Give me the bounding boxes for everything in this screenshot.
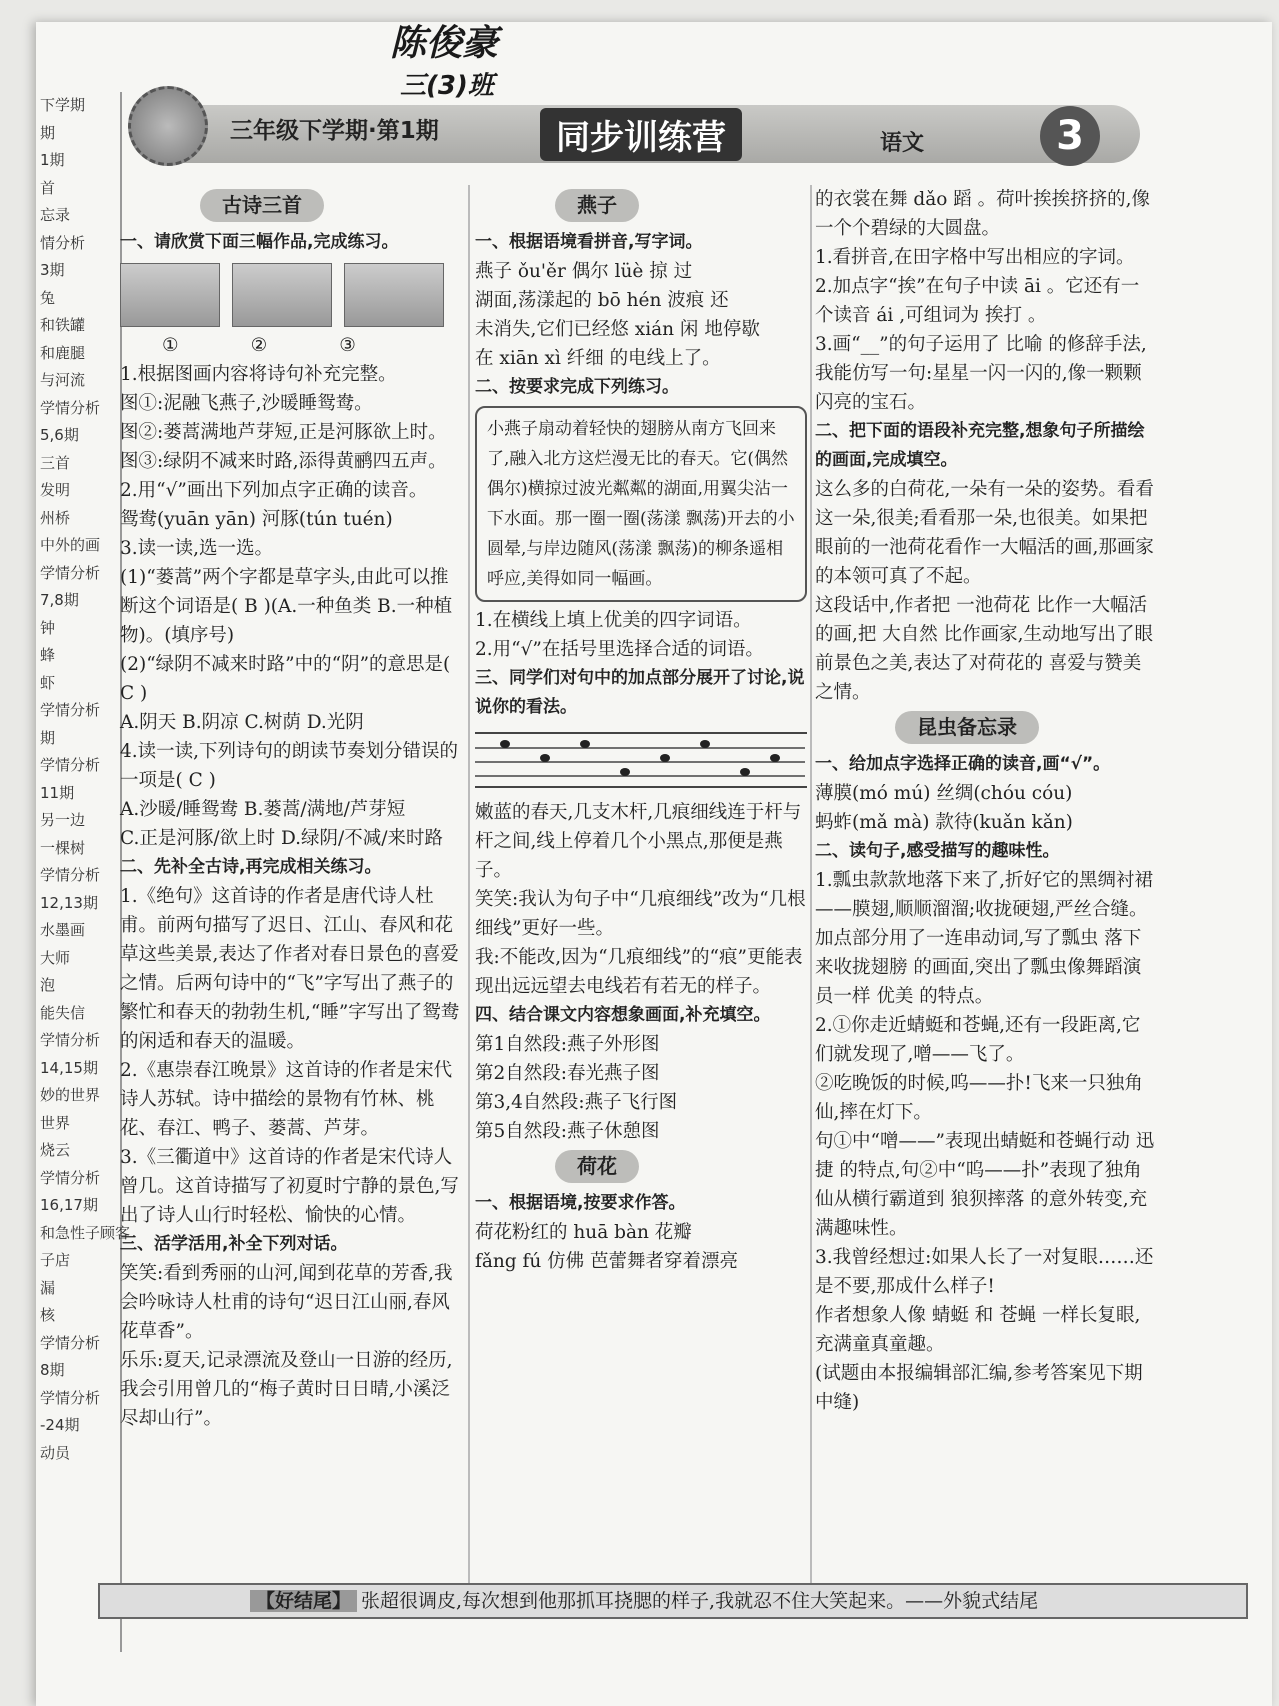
illustration-willow bbox=[344, 263, 444, 327]
text-line: 学情分析 bbox=[40, 756, 101, 774]
text-line: 图①:泥融飞燕子,沙暖睡鸳鸯。 bbox=[120, 393, 373, 414]
text-line: 3.我曾经想过:如果人长了一对复眼……还是不要,那成什么样子! bbox=[815, 1247, 1154, 1297]
text-line: 一棵树 bbox=[40, 838, 86, 857]
text-line: 中外的画 bbox=[40, 536, 101, 554]
text-line: 14,15期 bbox=[40, 1058, 98, 1077]
text-line: 第5自然段:燕子休憩图 bbox=[475, 1121, 660, 1142]
text-line: 加点部分用了一连串动词,写了瓢虫 落下来收拢翅膀 的画面,突出了瓢虫像舞蹈演员一样 优美 的特点。 bbox=[815, 928, 1142, 1007]
text-line: 5,6期 bbox=[40, 426, 79, 444]
text-line: 漏 bbox=[40, 1278, 56, 1297]
text-line: fǎng fú 仿佛 芭蕾舞者穿着漂亮 bbox=[475, 1251, 739, 1272]
text-line: 1.根据图画内容将诗句补充完整。 bbox=[120, 364, 397, 385]
text-line: 图②:蒌蒿满地芦芽短,正是河豚欲上时。 bbox=[120, 422, 447, 443]
question-lines bbox=[120, 360, 465, 853]
text-line: 燕子 ǒu'ěr 偶尔 lüè 掠 过 bbox=[475, 261, 693, 282]
column-ancient-poems bbox=[120, 185, 465, 1433]
text-line: 这段话中,作者把 一池荷花 比作一大幅活的画,把 大自然 比作画家,生动地写出了眼前景色之美,表达了对荷花的 喜爱与赞美 之情。 bbox=[815, 595, 1154, 703]
class-name: 三(3)班 bbox=[400, 71, 494, 101]
text-line: 学情分析 bbox=[40, 563, 101, 582]
question-lines bbox=[475, 257, 807, 373]
question-lines bbox=[475, 798, 807, 1001]
sun-mascot-icon bbox=[128, 86, 208, 166]
illustration-ducks bbox=[120, 263, 220, 327]
question-lines bbox=[475, 606, 807, 664]
text-line: 第3,4自然段:燕子飞行图 bbox=[475, 1092, 678, 1113]
text-line: 泡 bbox=[40, 976, 56, 994]
text-line: 笑笑:看到秀丽的山河,闻到花草的芳香,我会吟咏诗人杜甫的诗句“迟日江山丽,春风花草香”。 bbox=[120, 1263, 453, 1342]
question-lines bbox=[475, 1030, 807, 1146]
text-line: 乐乐:夏天,记录漂流及登山一日游的经历,我会引用曾几的“梅子黄时日日晴,小溪泛尽却山行”。 bbox=[120, 1350, 453, 1429]
label: ② bbox=[250, 335, 268, 356]
text-line: A.沙暖/睡鸳鸯 B.蒌蒿/满地/芦芽短 bbox=[120, 799, 406, 820]
text-line: 3.读一读,选一选。 bbox=[120, 538, 274, 559]
section-title: 古诗三首 bbox=[200, 189, 324, 222]
section-title: 燕子 bbox=[555, 189, 639, 222]
swallow-dot bbox=[660, 754, 670, 762]
student-name: 陈俊豪 bbox=[390, 23, 499, 64]
text-line: 12,13期 bbox=[40, 893, 98, 912]
text-line: 1.《绝句》这首诗的作者是唐代诗人杜甫。前两句描写了迟日、江山、春风和花草这些美景,表达了作者对春日景色的喜爱之情。后两句诗中的“飞”字写出了燕子的繁忙和春天的勃勃生机,“睡”字写出了鸳鸯的闲适和春天的温暖。 bbox=[120, 886, 460, 1052]
text-line: 下学期 bbox=[40, 96, 86, 114]
text-line: 未消失,它们已经悠 xián 闲 地停歇 bbox=[475, 319, 760, 340]
column-lotus-insects bbox=[815, 185, 1155, 1417]
text-line: 第2自然段:春光燕子图 bbox=[475, 1063, 660, 1084]
question-heading: 二、读句子,感受描写的趣味性。 bbox=[815, 841, 1060, 861]
text-line: 另一边 bbox=[40, 811, 86, 829]
text-line: 1.看拼音,在田字格中写出相应的字词。 bbox=[815, 247, 1135, 268]
question-lines bbox=[815, 779, 1155, 837]
poem-illustrations bbox=[120, 263, 465, 327]
illustration-river bbox=[232, 263, 332, 327]
swallow-dot bbox=[500, 740, 510, 748]
swallow-dot bbox=[580, 740, 590, 748]
question-heading: 三、活学活用,补全下列对话。 bbox=[120, 1234, 348, 1254]
section-title: 荷花 bbox=[555, 1150, 639, 1183]
question-heading: 二、把下面的语段补充完整,想象句子所描绘的画面,完成填空。 bbox=[815, 421, 1145, 470]
text-line: 三首 bbox=[40, 453, 71, 472]
text-line: 鸳鸯(yuān yān) 河豚(tún tuén) bbox=[120, 509, 393, 530]
text-line: 学情分析 bbox=[40, 701, 101, 719]
text-line: 和铁罐 bbox=[40, 316, 86, 334]
text-line: 和鹿腿 bbox=[40, 343, 86, 362]
column-divider bbox=[468, 185, 470, 1585]
text-line: 期 bbox=[40, 728, 56, 747]
reading-passage: 小燕子扇动着轻快的翅膀从南方飞回来了,融入北方这烂漫无比的春天。它(偶然 偶尔)横掠过波光粼粼的湖面,用翼尖沾一下水面。那一圈一圈(荡漾 飘荡)开去的小圆晕,与岸边随风(荡漾 飘荡)的柳条遥相呼应,美得如同一幅画。 bbox=[475, 406, 807, 602]
text-line: 忘录 bbox=[40, 206, 71, 224]
question-heading: 三、同学们对句中的加点部分展开了讨论,说说你的看法。 bbox=[475, 668, 805, 717]
text-line: 学情分析 bbox=[40, 1031, 101, 1049]
text-line: (2)“绿阴不减来时路”中的“阴”的意思是( C ) bbox=[120, 654, 451, 704]
text-line: 图③:绿阴不减来时路,添得黄鹂四五声。 bbox=[120, 451, 447, 472]
swallow-dot bbox=[740, 768, 750, 776]
text-line: A.阴天 B.阴凉 C.树荫 D.光阴 bbox=[120, 712, 364, 733]
text-line: 这么多的白荷花,一朵有一朵的姿势。看看这一朵,很美;看看那一朵,也很美。如果把眼前的一池荷花看作一大幅活的画,那画家的本领可真了不起。 bbox=[815, 479, 1154, 587]
text-line: 作者想象人像 蜻蜓 和 苍蝇 一样长复眼,充满童真童趣。 bbox=[815, 1305, 1141, 1355]
text-line: 3期 bbox=[40, 261, 65, 279]
page-number-badge: 3 bbox=[1040, 106, 1100, 166]
swallow-dot bbox=[770, 754, 780, 762]
text-line: (1)“蒌蒿”两个字都是草字头,由此可以推断这个词语是( B )(A.一种鱼类 B.一种植物)。(填序号) bbox=[120, 567, 453, 646]
text-line: 薄膜(mó mú) 丝绸(chóu cóu) bbox=[815, 783, 1073, 804]
text-line: 16,17期 bbox=[40, 1196, 98, 1214]
text-line: 期 bbox=[40, 123, 56, 142]
text-line: C.正是河豚/欲上时 D.绿阴/不减/来时路 bbox=[120, 828, 444, 849]
question-lines bbox=[120, 1259, 465, 1433]
question-lines bbox=[475, 1218, 807, 1276]
swallow-dot bbox=[700, 740, 710, 748]
text-line: 子店 bbox=[40, 1251, 71, 1269]
text-line: 11期 bbox=[40, 783, 75, 802]
swallow-dot bbox=[540, 754, 550, 762]
text-line: 动员 bbox=[40, 1443, 71, 1462]
subject-label: 语文 bbox=[880, 131, 925, 156]
column-divider bbox=[810, 185, 812, 1585]
question-lines bbox=[815, 475, 1155, 707]
text-line: 学情分析 bbox=[40, 398, 101, 417]
text-line: 的衣裳在舞 dǎo 蹈 。荷叶挨挨挤挤的,像一个个碧绿的大圆盘。 bbox=[815, 189, 1151, 239]
footer-tag: 【好结尾】 bbox=[250, 1590, 357, 1612]
text-line: ②吃晚饭的时候,呜——扑!飞来一只独角仙,摔在灯下。 bbox=[815, 1073, 1143, 1123]
issue-title: 三年级下学期·第1期 bbox=[230, 118, 439, 144]
text-line: 能失信 bbox=[40, 1003, 86, 1022]
text-line: 情分析 bbox=[40, 233, 86, 252]
text-line: 学情分析 bbox=[40, 1168, 101, 1187]
text-line: 学情分析 bbox=[40, 1388, 101, 1407]
swallows-on-wires-illustration bbox=[475, 732, 807, 788]
text-line: 州桥 bbox=[40, 508, 71, 527]
label: ① bbox=[162, 335, 179, 356]
text-line: -24期 bbox=[40, 1416, 80, 1434]
text-line: 2.《惠崇春江晚景》这首诗的作者是宋代诗人苏轼。诗中描绘的景物有竹林、桃花、春江、鸭子、蒌蒿、芦芽。 bbox=[120, 1060, 453, 1139]
question-heading: 一、根据语境看拼音,写字词。 bbox=[475, 232, 703, 252]
label: ③ bbox=[339, 335, 356, 356]
text-line: 4.读一读,下列诗句的朗读节奏划分错误的一项是( C ) bbox=[120, 741, 459, 791]
text-line: 第1自然段:燕子外形图 bbox=[475, 1034, 660, 1055]
text-line: 烧云 bbox=[40, 1141, 71, 1159]
text-line: 1.瓢虫款款地落下来了,折好它的黑绸衬裙——膜翅,顺顺溜溜;收拢硬翅,严丝合缝。 bbox=[815, 870, 1154, 920]
text-line: 和急性子顾客 bbox=[40, 1223, 131, 1242]
text-line: 世界 bbox=[40, 1113, 71, 1132]
text-line: 兔 bbox=[40, 288, 56, 307]
text-line: 发明 bbox=[40, 481, 71, 499]
text-line: 2.①你走近蜻蜓和苍蝇,还有一段距离,它们就发现了,噌——飞了。 bbox=[815, 1015, 1141, 1065]
text-line: 8期 bbox=[40, 1361, 65, 1379]
text-line: 3.画“__”的句子运用了 比喻 的修辞手法,我能仿写一句:星星一闪一闪的,像一颗颗闪亮的宝石。 bbox=[815, 334, 1147, 413]
section-title: 昆虫备忘录 bbox=[895, 711, 1039, 744]
text-line: 核 bbox=[40, 1306, 56, 1324]
text-line: 水墨画 bbox=[40, 921, 86, 939]
text-line: 笑笑:我认为句子中“几痕细线”改为“几根细线”更好一些。 bbox=[475, 889, 806, 939]
text-line: (试题由本报编辑部汇编,参考答案见下期中缝) bbox=[815, 1363, 1143, 1413]
text-line: 7,8期 bbox=[40, 591, 79, 609]
text-line: 2.用“√”在括号里选择合适的词语。 bbox=[475, 639, 764, 660]
text-line: 1期 bbox=[40, 151, 65, 169]
question-lines bbox=[815, 185, 1155, 417]
text-line: 蜂 bbox=[40, 646, 56, 664]
column-swallow bbox=[475, 185, 807, 1276]
previous-page-strip bbox=[36, 92, 131, 1652]
question-lines bbox=[815, 866, 1155, 1417]
text-line: 妙的世界 bbox=[40, 1086, 101, 1104]
text-line: 学情分析 bbox=[40, 1333, 101, 1352]
question-heading: 一、根据语境,按要求作答。 bbox=[475, 1193, 686, 1213]
text-line: 与河流 bbox=[40, 371, 86, 389]
text-line: 3.《三衢道中》这首诗的作者是宋代诗人曾几。这首诗描写了初夏时宁静的景色,写出了诗人山行时轻松、愉快的心情。 bbox=[120, 1147, 459, 1226]
question-heading: 一、请欣赏下面三幅作品,完成练习。 bbox=[120, 232, 399, 252]
question-heading: 一、给加点字选择正确的读音,画“√”。 bbox=[815, 754, 1111, 774]
brand-title: 同步训练营 bbox=[540, 108, 742, 161]
text-line: 句①中“噌——”表现出蜻蜓和苍蝇行动 迅捷 的特点,句②中“呜——扑”表现了独角仙从横行霸道到 狼狈摔落 的意外转变,充满趣味性。 bbox=[815, 1131, 1155, 1239]
text-line: 蚂蚱(mǎ mà) 款待(kuǎn kǎn) bbox=[815, 812, 1073, 833]
text-line: 2.用“√”画出下列加点字正确的读音。 bbox=[120, 480, 428, 501]
wires-svg bbox=[475, 734, 807, 790]
swallow-dot bbox=[620, 768, 630, 776]
question-heading: 二、先补全古诗,再完成相关练习。 bbox=[120, 857, 382, 877]
text-line: 钟 bbox=[40, 618, 56, 637]
question-heading: 二、按要求完成下列练习。 bbox=[475, 377, 679, 397]
question-lines bbox=[120, 882, 465, 1230]
text-line: 荷花粉红的 huā bàn 花瓣 bbox=[475, 1222, 692, 1243]
text-line: 我:不能改,因为“几痕细线”的“痕”更能表现出远远望去电线若有若无的样子。 bbox=[475, 947, 803, 997]
text-line: 虾 bbox=[40, 673, 56, 692]
footer-tip bbox=[98, 1583, 1248, 1619]
text-line: 在 xiān xì 纤细 的电线上了。 bbox=[475, 348, 721, 369]
text-line: 湖面,荡漾起的 bō hén 波痕 还 bbox=[475, 290, 729, 311]
text-line: 首 bbox=[40, 178, 56, 197]
illustration-labels bbox=[120, 331, 465, 360]
footer-text: 张超很调皮,每次想到他那抓耳挠腮的样子,我就忍不住大笑起来。——外貌式结尾 bbox=[361, 1590, 1039, 1612]
text-line: 学情分析 bbox=[40, 866, 101, 884]
text-line: 1.在横线上填上优美的四字词语。 bbox=[475, 610, 752, 631]
question-heading: 四、结合课文内容想象画面,补充填空。 bbox=[475, 1005, 771, 1025]
text-line: 嫩蓝的春天,几支木杆,几痕细线连于杆与杆之间,线上停着几个小黑点,那便是燕子。 bbox=[475, 802, 802, 881]
text-line: 大师 bbox=[40, 948, 71, 967]
text-line: 2.加点字“挨”在句子中读 āi 。它还有一个读音 ái ,可组词为 挨打 。 bbox=[815, 276, 1140, 326]
